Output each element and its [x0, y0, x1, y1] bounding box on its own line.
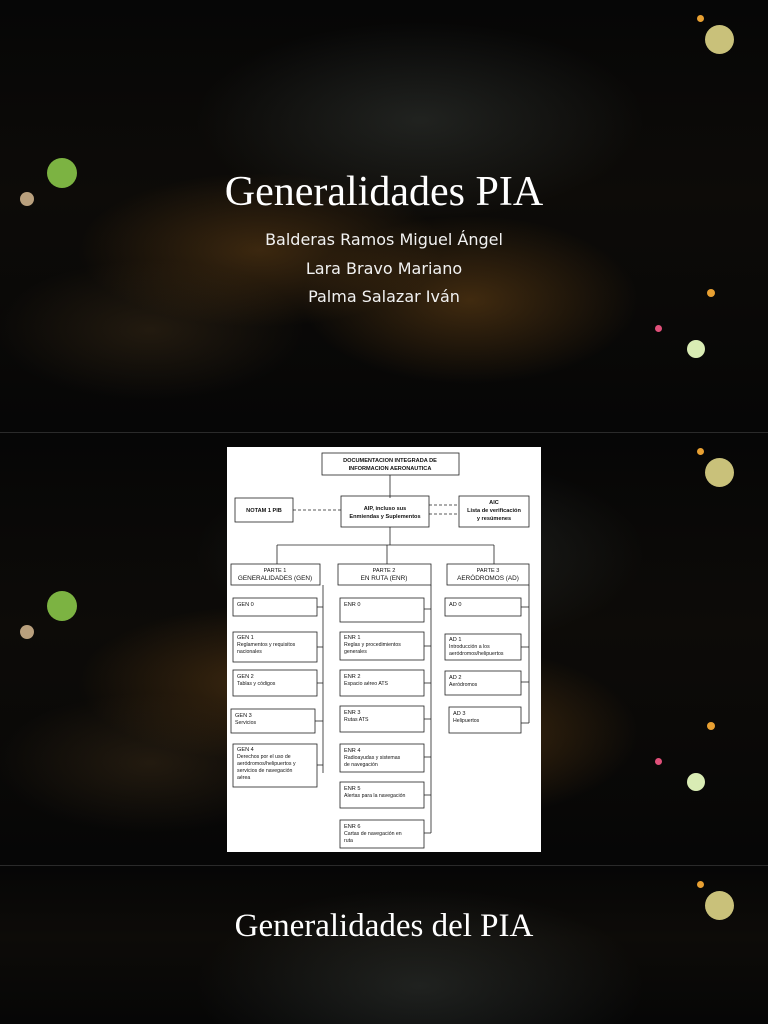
enr-item-label: Rutas ATS: [344, 717, 369, 723]
enr-item-label: ENR 3: [344, 710, 361, 716]
part-header: GENERALIDADES (GEN): [237, 575, 313, 582]
aip-label: Enmiendas y Suplementos: [349, 514, 421, 520]
part-header: AERÓDROMOS (AD): [457, 575, 519, 582]
decorative-dot: [697, 15, 704, 22]
gen-item-label: Tablas y códigos: [237, 681, 276, 687]
ad-item-label: Helipuertos: [453, 718, 480, 724]
enr-item-label: de navegación: [344, 762, 378, 768]
decorative-dot: [655, 758, 662, 765]
notam-label: NOTAM 1 PIB: [246, 508, 282, 514]
aip-label: AIP, incluso sus: [363, 506, 407, 512]
aip-structure-diagram: [227, 447, 541, 852]
gen-item-label: GEN 0: [237, 602, 254, 608]
enr-item-label: generales: [344, 649, 367, 655]
ad-item-label: Introducción a los: [449, 644, 490, 650]
gen-item-label: nacionales: [237, 649, 262, 655]
slide-title: Generalidades PIA: [224, 169, 544, 215]
ad-item-label: AD 1: [449, 637, 462, 643]
diagram-root-label: DOCUMENTACION INTEGRADA DE: [343, 458, 437, 464]
slide-1: [0, 0, 768, 432]
gen-item-label: aérea: [237, 775, 251, 781]
enr-item-label: ENR 1: [344, 635, 361, 641]
gen-item-label: Reglamentos y requisitos: [237, 642, 296, 648]
aic-label: Lista de verificación: [467, 508, 521, 514]
decorative-dot: [697, 881, 704, 888]
enr-item-label: ENR 2: [344, 674, 361, 680]
ad-item-label: AD 0: [449, 602, 462, 608]
slide-2: [0, 433, 768, 865]
ad-item-label: aeródromos/helipuertos: [449, 651, 504, 657]
aic-label: y resúmenes: [476, 516, 512, 522]
ad-item-label: AD 3: [453, 711, 466, 717]
slide-3: [0, 866, 768, 1024]
author-name: Palma Salazar Iván: [308, 287, 460, 306]
ad-item-label: AD 2: [449, 675, 462, 681]
enr-item-label: Radioayudas y sistemas: [344, 755, 401, 761]
diagram-root-label: INFORMACION AERONAUTICA: [348, 466, 432, 472]
decorative-dot: [705, 458, 734, 487]
enr-item-label: Cartas de navegación en: [344, 831, 402, 837]
gen-item-label: Derechos por el uso de: [237, 754, 291, 760]
ad-item-label: Aeródromos: [449, 682, 478, 688]
enr-item-label: ENR 5: [344, 786, 361, 792]
aic-label: AIC: [489, 500, 499, 506]
gen-item-label: GEN 2: [237, 674, 254, 680]
decorative-dot: [697, 448, 704, 455]
author-name: Balderas Ramos Miguel Ángel: [265, 230, 503, 249]
slide-title: Generalidades del PIA: [234, 908, 534, 944]
decorative-dot: [20, 625, 34, 639]
enr-item-label: ruta: [344, 838, 353, 844]
part-header: EN RUTA (ENR): [360, 575, 408, 582]
gen-item-label: Servicios: [235, 720, 257, 726]
part-header: PARTE 3: [476, 568, 500, 574]
enr-item-label: Espacio aéreo ATS: [344, 681, 389, 687]
decorative-dot: [47, 591, 77, 621]
diagram-svg: [227, 447, 541, 852]
decorative-dot: [707, 722, 715, 730]
part-header: PARTE 1: [263, 568, 287, 574]
author-name: Lara Bravo Mariano: [305, 259, 463, 278]
enr-item-label: ENR 4: [344, 748, 361, 754]
decorative-dot: [687, 773, 705, 791]
enr-item-label: Reglas y procedimientos: [344, 642, 401, 648]
enr-item-label: ENR 0: [344, 602, 361, 608]
gen-item-label: GEN 1: [237, 635, 254, 641]
enr-item-label: ENR 6: [344, 824, 361, 830]
decorative-dot: [705, 25, 734, 54]
enr-item-label: Alertas para la navegación: [344, 793, 406, 799]
gen-item-label: GEN 4: [237, 747, 254, 753]
gen-item-label: servicios de navegación: [237, 768, 293, 774]
decorative-dot: [687, 340, 705, 358]
decorative-dot: [655, 325, 662, 332]
gen-item-label: GEN 3: [235, 713, 252, 719]
gen-item-label: aeródromos/helipuertos y: [237, 761, 296, 767]
part-header: PARTE 2: [372, 568, 396, 574]
